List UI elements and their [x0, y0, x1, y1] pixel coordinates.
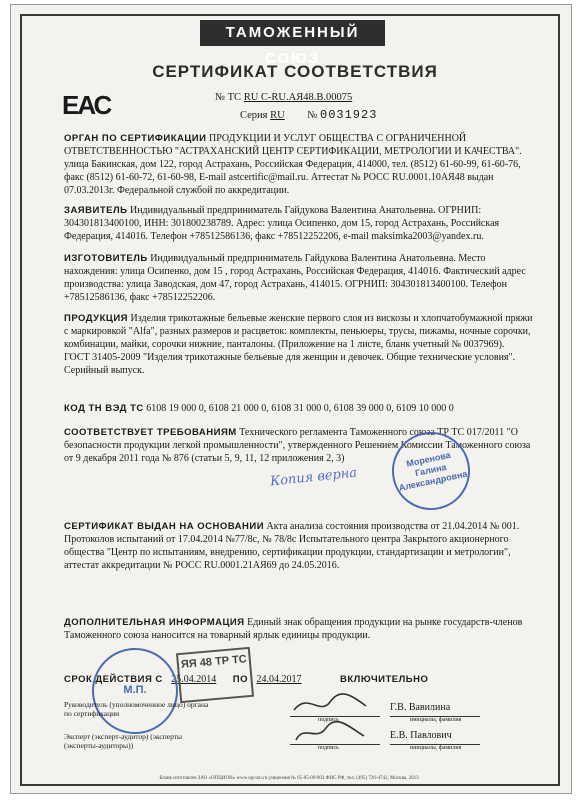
basis-label: СЕРТИФИКАТ ВЫДАН НА ОСНОВАНИИ [64, 521, 265, 532]
additional-label: ДОПОЛНИТЕЛЬНАЯ ИНФОРМАЦИЯ [64, 617, 245, 628]
tnved-values: 6108 19 000 0, 6108 21 000 0, 6108 31 000 0, 6108 39 000 0, 6109 10 000 0 [146, 403, 454, 414]
approval-stamp-name: Моренова Галина Александровна [397, 449, 469, 493]
head-name-caption: инициалы, фамилия [410, 717, 462, 723]
seal-mp: М.П. [123, 684, 147, 696]
head-sign-caption: подпись [318, 717, 339, 723]
printer-footer: Бланк изготовлен ЗАО «ОПЦИОН» www.opcion.ru (лицензия № 05-05-09/003 ФНС РФ, тел. (495) 726-4742, Москва, 2013 [159, 776, 419, 781]
certification-body [64, 132, 534, 197]
issued-basis [64, 520, 534, 572]
conforms-label: СООТВЕТСТВУЕТ ТРЕБОВАНИЯМ [64, 427, 237, 438]
conforms-text: Технического регламента Таможенного союза ТР ТС 017/2011 "О безопасности продукции легкой промышленности", утвержденного Решением Комиссии Таможенного союза от 9 декабря 2011 года № 876 (статьи 5, 9, 11, 12 приложения 2, 3) [64, 427, 531, 464]
product-text: Изделия трикотажные бельевые женские первого слоя из вискозы и хлопчатобумажной пряжи с маркировкой "Alfa", разных размеров и расцветок: комплекты, пеньюеры, трусы, пижамы, ночные сорочки, комбинации, майки, сорочки нижние, панталоны. (Приложение на 1 листе, бланк учетный № 0037969). [64, 313, 533, 350]
additional-text: Единый знак обращения продукции на рынке государств-членов Таможенного союза наносится на товарный ярлык единицы продукции. [64, 617, 523, 641]
series-line: Серия RU № 0031923 [240, 108, 378, 122]
head-name: Г.В. Вавилина [390, 702, 451, 713]
manufacturer-label: ИЗГОТОВИТЕЛЬ [64, 253, 148, 264]
expert-signature [290, 718, 370, 746]
validity-period: СРОК ДЕЙСТВИЯ С 25.04.2014 ПО 24.04.2017 ВКЛЮЧИТЕЛЬНО [64, 674, 429, 685]
tr-ts-stamp-text: ЯЯ 48 ТР ТС [180, 653, 248, 671]
expert-sign-caption: подпись [318, 745, 339, 751]
certificate-number: № ТС RU С-RU.АЯ48.В.00075 [215, 92, 353, 103]
handwritten-note: Копия верна [269, 465, 358, 490]
additional-info [64, 616, 534, 642]
organ-label: ОРГАН ПО СЕРТИФИКАЦИИ [64, 133, 207, 144]
applicant-label: ЗАЯВИТЕЛЬ [64, 205, 128, 216]
applicant-text: Индивидуальный предприниматель Гайдукова Валентина Анатольевна. ОГРНИП: 304301813400100, ИНН: 301800238789. Адрес: улица Осипенко, дом 15, город Астрахань, Российская Федерация, 414016. Телефон +78512586136, факс +78512252206, e-mail maksimka2003@yandex.ru. [64, 205, 500, 242]
product [64, 312, 534, 377]
organ-text: ПРОДУКЦИИ И УСЛУГ ОБЩЕСТВА С ОГРАНИЧЕННОЙ ОТВЕТСТВЕННОСТЬЮ "АСТРАХАНСКИЙ ЦЕНТР СЕРТИФИКАЦИИ, МЕТРОЛОГИИ И КАЧЕСТВА". улица Бакинская, дом 122, город Астрахань, Российская Федерация, 414000, тел. (8512) 61-60-99, 61-60-76, факс (8512) 61-60-72, 61-60-98, E-mail astcertific@mail.ru. Аттестат № РОСС RU.0001.10АЯ48 выдан 07.03.2013г. Федеральной службой по аккредитации. [64, 133, 522, 196]
eac-logo: ЕАС [62, 90, 111, 120]
product-gost: ГОСТ 31405-2009 "Изделия трикотажные бельевые для женщин и девочек. Общие технические условия". Серийный выпуск. [64, 352, 516, 376]
applicant [64, 204, 534, 243]
customs-union-banner: ТАМОЖЕННЫЙ СОЮЗ [200, 20, 385, 46]
tnved-label: КОД ТН ВЭД ТС [64, 403, 144, 414]
organ-seal [92, 648, 178, 734]
expert-caption: Эксперт (эксперт-аудитор) (эксперты (эксперты-аудиторы)) [64, 732, 183, 750]
product-label: ПРОДУКЦИЯ [64, 313, 128, 324]
certificate-title: СЕРТИФИКАТ СООТВЕТСТВИЯ [152, 62, 438, 81]
head-signature [290, 690, 370, 718]
manufacturer-text: Индивидуальный предприниматель Гайдукова Валентина Анатольевна. Место нахождения: улица Осипенко, дом 15 , город Астрахань, Российская Федерация, 414016. Фактический адрес производства: улица Заводская, дом 47, город Астрахань, 414015. ОГРНИП: 304301813400100. Телефон +78512586136, факс +78512252206. [64, 253, 526, 303]
tr-ts-stamp [176, 647, 254, 703]
expert-name: Е.В. Павлович [390, 730, 452, 741]
tnved-codes [64, 402, 534, 415]
manufacturer [64, 252, 534, 304]
head-caption: Руководитель (уполномоченное лицо) органа по сертификации [64, 700, 209, 718]
expert-name-caption: инициалы, фамилия [410, 745, 462, 751]
basis-text: Акта анализа состояния производства от 21.04.2014 № 001. Протоколов испытаний от 17.04.2014 №77/8с, № 78/8с Испытательного центра Закрытого акционерного общества "Центр по испытаниям, внедрению, сертификации продукции, стандартизации и метрологии", аттестат аккредитации № РОСС RU.0001.21АЯ69 до 24.05.2016. [64, 521, 520, 571]
